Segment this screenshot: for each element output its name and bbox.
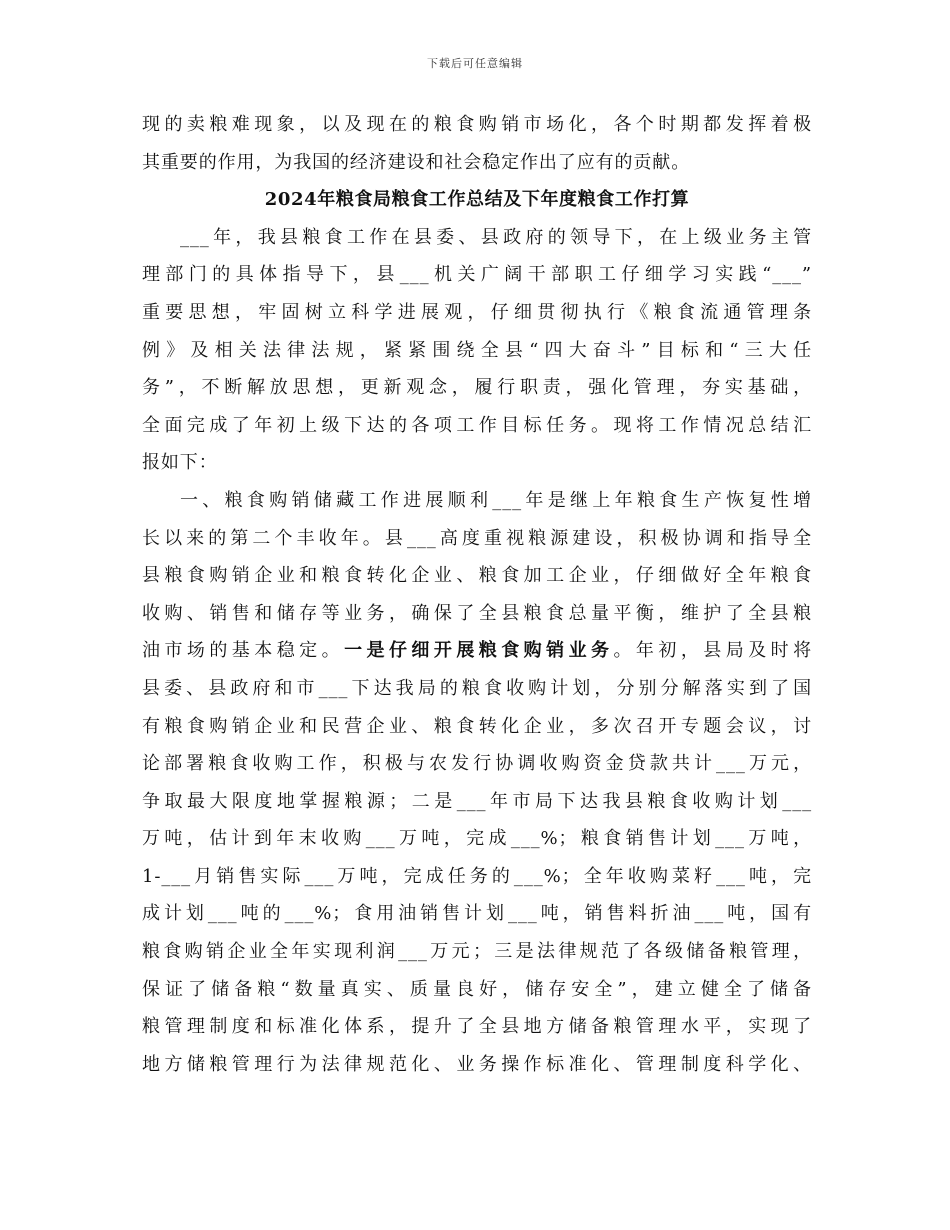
- text-line: 保证了储备粮“数量真实、质量良好，储存安全”，建立健全了储备: [142, 978, 812, 1000]
- document-title: 2024年粮食局粮食工作总结及下年度粮食工作打算: [264, 189, 690, 211]
- text-line: 县粮食购销企业和粮食转化企业、粮食加工企业，仔细做好全年粮食: [142, 565, 812, 587]
- text-line: 成计划___吨的___%；食用油销售计划___吨，销售料折油___吨，国有: [142, 903, 812, 925]
- text-line: 县委、县政府和市___下达我局的粮食收购计划，分别分解落实到了国: [142, 677, 812, 699]
- text-line: 一、粮食购销储藏工作进展顺利___年是继上年粮食生产恢复性增: [180, 489, 812, 511]
- text-line: 务”，不断解放思想，更新观念，履行职责，强化管理，夯实基础，: [142, 377, 812, 399]
- text-line: 有粮食购销企业和民营企业、粮食转化企业，多次召开专题会议，讨: [142, 715, 812, 737]
- text-line: 理部门的具体指导下，县___机关广阔干部职工仔细学习实践“___”: [142, 264, 812, 286]
- text-line: 例》及相关法律法规，紧紧围绕全县“四大奋斗”目标和“三大任: [142, 339, 812, 361]
- text-line: 长以来的第二个丰收年。县___高度重视粮源建设，积极协调和指导全: [142, 527, 812, 549]
- text-line: ___年，我县粮食工作在县委、县政府的领导下，在上级业务主管: [180, 226, 812, 248]
- text-line: 收购、销售和储存等业务，确保了全县粮食总量平衡，维护了全县粮: [142, 602, 812, 624]
- bold-phrase: 一是仔细开展粮食购销业务: [344, 640, 614, 662]
- text-line: 论部署粮食收购工作，积极与农发行协调收购资金贷款共计___万元，: [142, 753, 812, 775]
- text-line: 1-___月销售实际___万吨，完成任务的___%；全年收购菜籽___吨，完: [142, 865, 812, 887]
- text-segment: 。年初，县局及时将: [613, 640, 812, 662]
- text-line: 其重要的作用，为我国的经济建设和社会稳定作出了应有的贡献。: [142, 151, 691, 173]
- text-line: 万吨，估计到年末收购___万吨，完成___%；粮食销售计划___万吨，: [142, 828, 812, 850]
- text-line: [142, 632, 812, 670]
- text-line: 全面完成了年初上级下达的各项工作目标任务。现将工作情况总结汇: [142, 414, 812, 436]
- text-line: 报如下：: [142, 452, 218, 474]
- text-line: 争取最大限度地掌握粮源；二是___年市局下达我县粮食收购计划___: [142, 790, 812, 812]
- text-line: 地方储粮管理行为法律规范化、业务操作标准化、管理制度科学化、: [142, 1053, 812, 1075]
- text-line: 粮管理制度和标准化体系，提升了全县地方储备粮管理水平，实现了: [142, 1016, 812, 1038]
- header-note: 下载后可任意编辑: [427, 57, 523, 70]
- document-body: [142, 106, 812, 1083]
- text-segment: 油市场的基本稳定。: [142, 640, 345, 662]
- text-line: 粮食购销企业全年实现利润___万元；三是法律规范了各级储备粮管理，: [142, 941, 812, 963]
- text-line: 重要思想，牢固树立科学进展观，仔细贯彻执行《粮食流通管理条: [142, 301, 812, 323]
- text-line: 现的卖粮难现象，以及现在的粮食购销市场化，各个时期都发挥着极: [142, 114, 812, 135]
